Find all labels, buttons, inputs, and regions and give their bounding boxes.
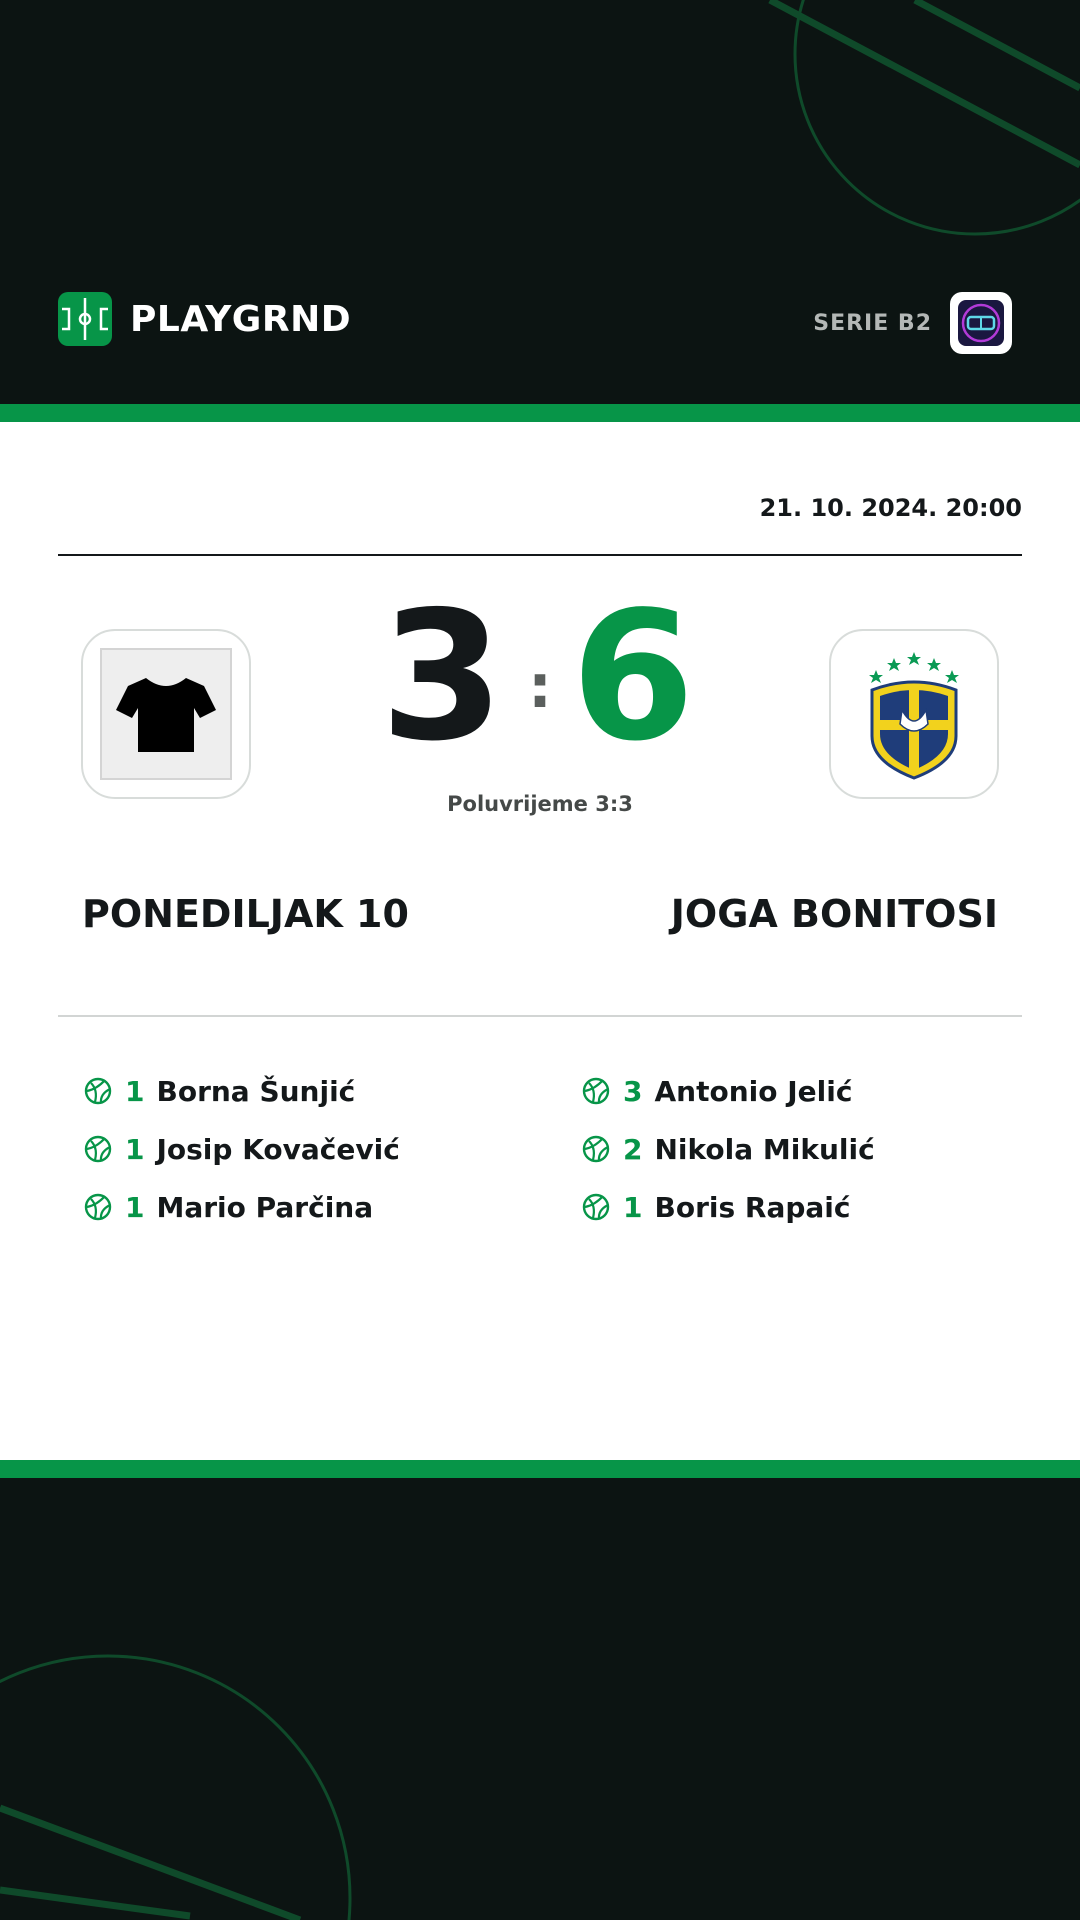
- soccer-ball-icon: [83, 1192, 113, 1222]
- player-name: Josip Kovačević: [156, 1132, 400, 1166]
- accent-band-bottom: [0, 1460, 1080, 1478]
- goal-count: 1: [125, 1190, 145, 1224]
- pitch-lines-decoration: [0, 1478, 1080, 1920]
- home-scorers-list: [83, 1062, 523, 1236]
- pitch-icon: [58, 292, 112, 346]
- scorer-row: [83, 1062, 523, 1120]
- player-name: Borna Šunjić: [156, 1074, 356, 1108]
- divider: [58, 1015, 1022, 1017]
- halftime-score: Poluvrijeme 3:3: [447, 792, 633, 816]
- soccer-ball-icon: [581, 1192, 611, 1222]
- match-datetime: 21. 10. 2024. 20:00: [759, 494, 1022, 522]
- scorer-row: [83, 1178, 523, 1236]
- goal-count: 2: [623, 1132, 643, 1166]
- soccer-ball-icon: [83, 1076, 113, 1106]
- away-team-logo: [829, 629, 999, 799]
- league-name: SERIE B2: [813, 310, 932, 336]
- footer-section: [0, 1478, 1080, 1920]
- accent-band-top: [0, 404, 1080, 422]
- player-name: Boris Rapaić: [654, 1190, 851, 1224]
- match-card: [0, 422, 1080, 1460]
- score-separator: :: [528, 652, 552, 722]
- away-score: 6: [571, 573, 695, 780]
- home-team-name: PONEDILJAK 10: [82, 892, 409, 936]
- soccer-ball-icon: [581, 1076, 611, 1106]
- away-scorers-list: [581, 1062, 1021, 1236]
- league: [813, 292, 1012, 354]
- home-score: 3: [380, 573, 504, 780]
- goal-count: 1: [125, 1132, 145, 1166]
- scorer-row: [581, 1120, 1021, 1178]
- scorer-row: [581, 1178, 1021, 1236]
- away-team-name: JOGA BONITOSI: [670, 892, 998, 936]
- b2-league-badge-icon: [950, 292, 1012, 354]
- goal-count: 1: [623, 1190, 643, 1224]
- player-name: Nikola Mikulić: [654, 1132, 875, 1166]
- brand-name: PLAYGRND: [130, 298, 352, 340]
- player-name: Antonio Jelić: [654, 1074, 853, 1108]
- brand: [58, 292, 351, 346]
- scorer-row: [581, 1062, 1021, 1120]
- header-section: [0, 0, 1080, 404]
- goal-count: 3: [623, 1074, 643, 1108]
- soccer-ball-icon: [581, 1134, 611, 1164]
- goal-count: 1: [125, 1074, 145, 1108]
- player-name: Mario Parčina: [156, 1190, 374, 1224]
- soccer-ball-icon: [83, 1134, 113, 1164]
- brazil-crest-icon: [854, 644, 974, 784]
- divider: [58, 554, 1022, 556]
- scorer-row: [83, 1120, 523, 1178]
